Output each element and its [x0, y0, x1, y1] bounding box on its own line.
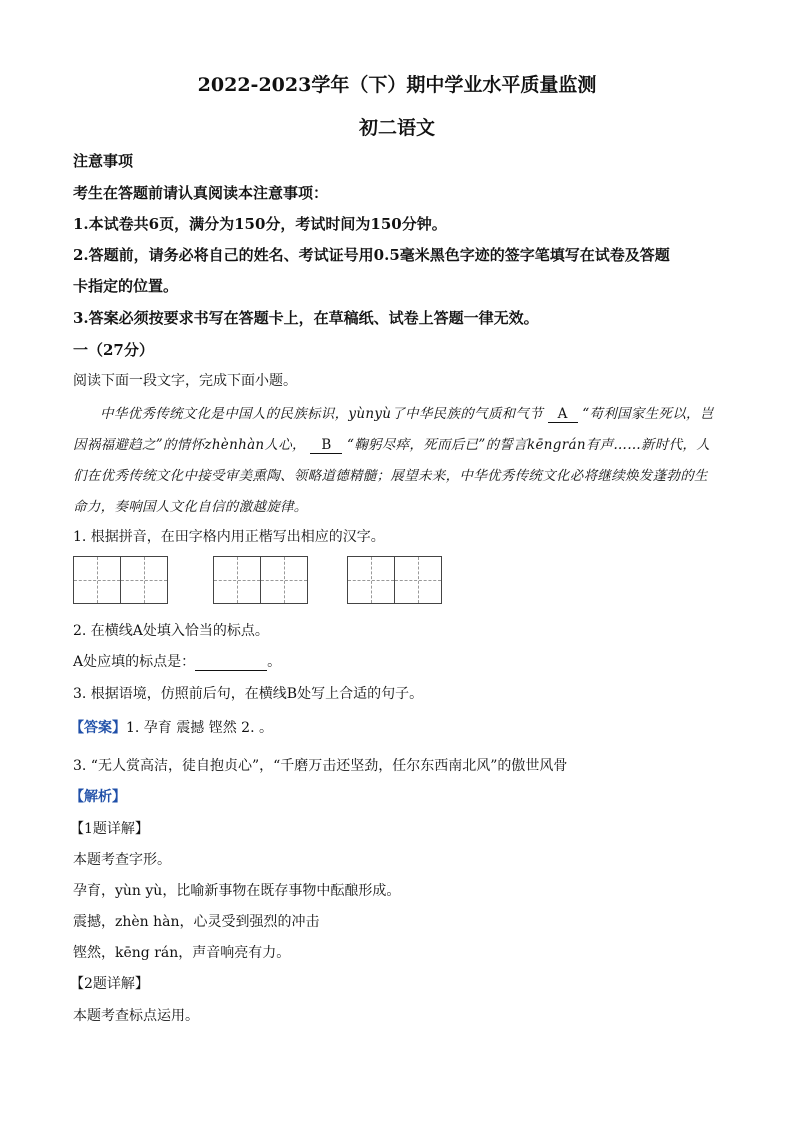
notice-item-2-cont: 卡指定的位置。 — [73, 277, 179, 295]
page-title: 2022-2023学年（下）期中学业水平质量监测 — [197, 74, 597, 96]
answer-line-2: 3. “无人赏高洁，徒自抱贞心”，“千磨万击还坚劲，任尔东西南北风”的傲世风骨 — [73, 758, 568, 774]
answer-blank[interactable] — [195, 656, 267, 671]
question-2: 2. 在横线A处填入恰当的标点。 — [73, 623, 269, 639]
question-1: 1. 根据拼音，在田字格内用正楷写出相应的汉字。 — [73, 529, 385, 545]
notice-heading: 注意事项 — [73, 152, 134, 170]
tianzige-cell[interactable] — [120, 556, 168, 604]
notice-intro: 考生在答题前请认真阅读本注意事项： — [73, 184, 329, 202]
tianzige-cell[interactable] — [73, 556, 121, 604]
passage-line-1 — [100, 402, 714, 423]
section-instruction: 阅读下面一段文字，完成下面小题。 — [73, 373, 297, 389]
notice-item-2: 2.答题前，请务必将自己的姓名、考试证号用0.5毫米黑色字迹的签字笔填写在试卷及答题 — [73, 246, 670, 264]
tianzige-cell[interactable] — [347, 556, 395, 604]
detail-heading-2: 【2题详解】 — [70, 976, 149, 992]
blank-b: B — [310, 437, 342, 454]
answer-label: 【答案】 — [70, 720, 126, 736]
word-explanation-2: 震撼，zhèn hàn，心灵受到强烈的冲击 — [73, 914, 320, 930]
passage-line-2 — [73, 433, 710, 454]
tianzige-group-3 — [347, 556, 442, 605]
question-2-fill — [73, 651, 281, 671]
tianzige-cell[interactable] — [260, 556, 308, 604]
notice-item-1: 1.本试卷共6页，满分为150分，考试时间为150分钟。 — [73, 215, 447, 233]
notice-item-3: 3.答案必须按要求书写在答题卡上，在草稿纸、试卷上答题一律无效。 — [73, 309, 539, 327]
passage-line-3: 们在优秀传统文化中接受审美熏陶、领略道德精髓；展望未来，中华优秀传统文化必将继续焕发蓬勃的生 — [73, 468, 708, 484]
analysis-label: 【解析】 — [70, 789, 126, 805]
detail-intro-2: 本题考查标点运用。 — [73, 1008, 199, 1024]
passage-line-4: 命力，奏响国人文化自信的激越旋律。 — [73, 499, 308, 515]
word-explanation-3: 铿然，kēng rán，声音响亮有力。 — [73, 945, 291, 961]
passage-text: 中华优秀传统文化是中国人的民族标识，yùnyù了中华民族的气质和气节 — [100, 406, 544, 422]
tianzige-cell[interactable] — [394, 556, 442, 604]
page-subtitle: 初二语文 — [358, 117, 435, 139]
answer-line — [70, 717, 273, 737]
tianzige-cell[interactable] — [213, 556, 261, 604]
fill-end: 。 — [267, 654, 282, 670]
tianzige-group-1 — [73, 556, 168, 605]
passage-text: “鞠躬尽瘁，死而后已”的誓言kēngrán有声……新时代，人 — [347, 437, 711, 453]
word-explanation-1: 孕育，yùn yù，比喻新事物在既存事物中酝酿形成。 — [73, 883, 401, 899]
section-heading: 一（27分） — [73, 341, 154, 359]
question-3: 3. 根据语境，仿照前后句，在横线B处写上合适的句子。 — [73, 686, 424, 702]
passage-text: “苟利国家生死以，岂 — [582, 406, 714, 422]
answer-text: 1. 孕育 震撼 铿然 2. 。 — [126, 720, 273, 736]
detail-intro-1: 本题考查字形。 — [73, 852, 171, 868]
tianzige-group-2 — [213, 556, 308, 605]
fill-label: A处应填的标点是： — [73, 654, 196, 670]
detail-heading-1: 【1题详解】 — [70, 821, 149, 837]
blank-a: A — [548, 406, 578, 423]
passage-text: 因祸福避趋之”的情怀zhènhàn人心， — [73, 437, 306, 453]
